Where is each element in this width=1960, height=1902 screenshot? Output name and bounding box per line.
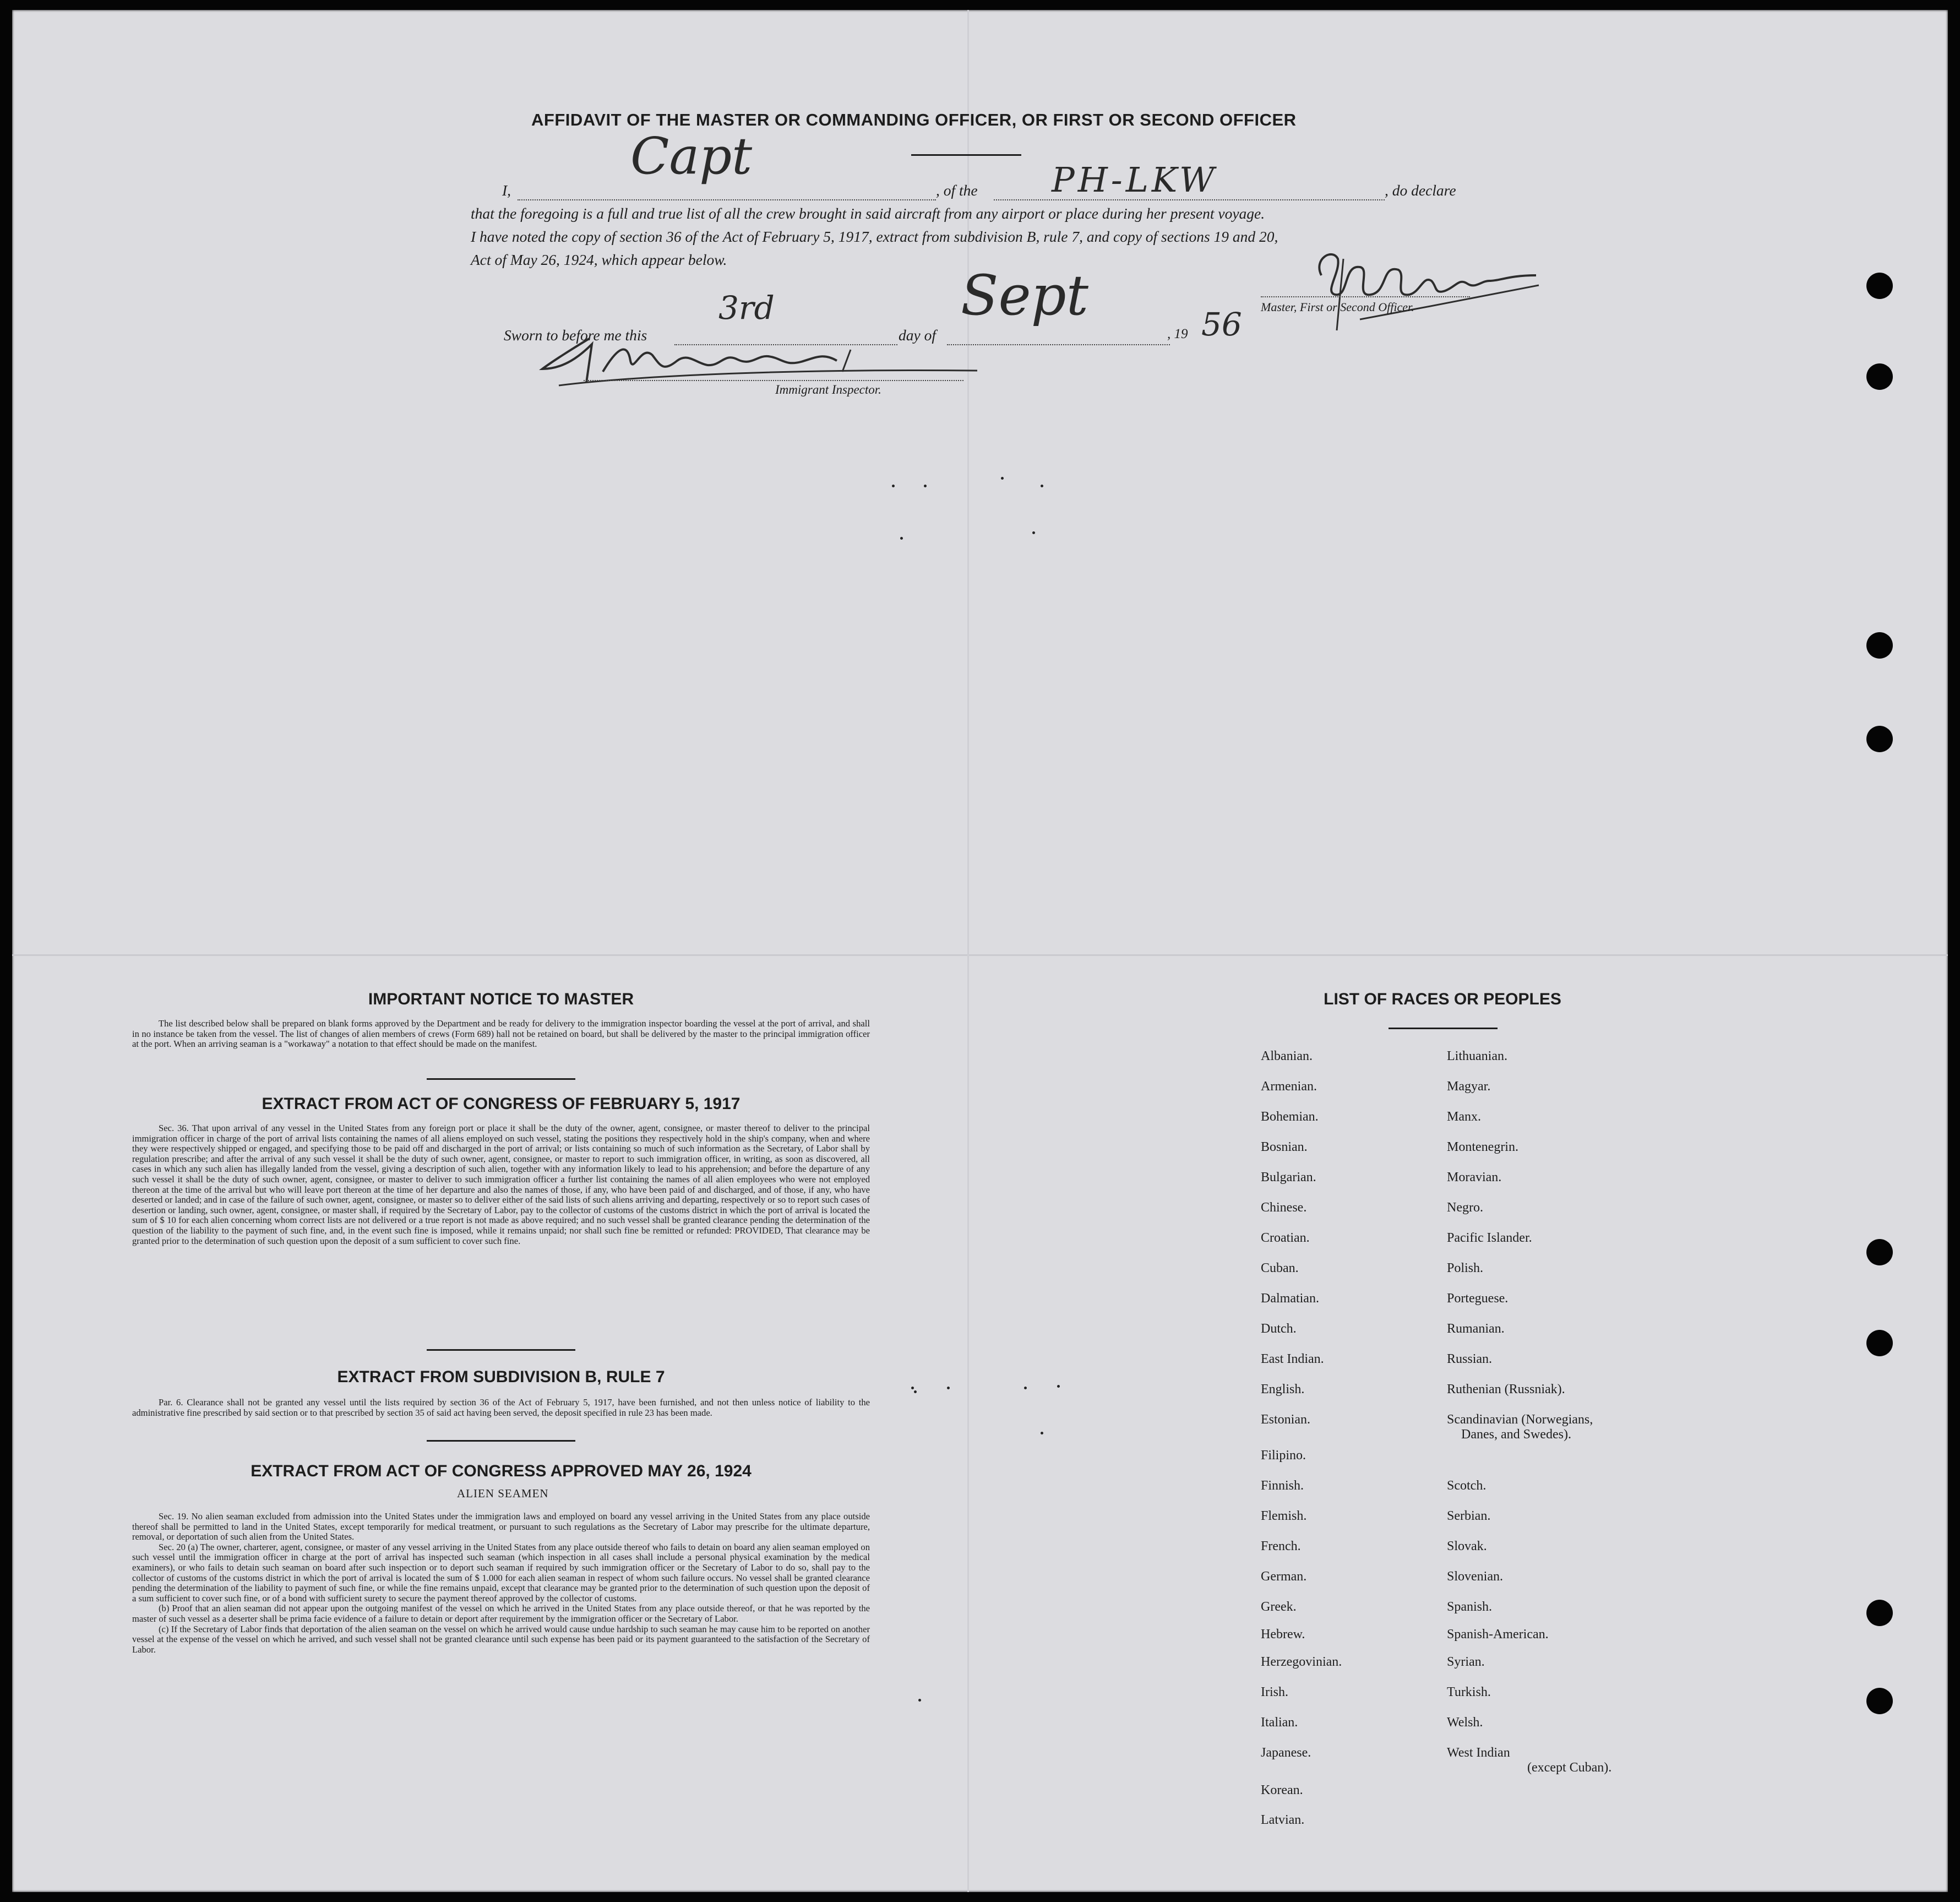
- race-item: East Indian.: [1261, 1352, 1324, 1366]
- act-1924-sec-20c: (c) If the Secretary of Labor finds that deportation of the alien seaman on the vessel on which he arrived would cause undue hardship to such seaman he may cause him to be reported on another vessel at the expense of the vessel on which he arrived, and such vessel shall not be granted clearance until such expense has been paid or its payment guaranteed to the satisfaction of the Secretary of Labor.: [132, 1623, 870, 1655]
- name-blank: [518, 199, 936, 200]
- races-title: LIST OF RACES OR PEOPLES: [1324, 990, 1561, 1008]
- stray-mark: [918, 1699, 921, 1702]
- punch-hole: [1866, 1600, 1893, 1626]
- stray-mark: [1032, 531, 1035, 534]
- race-item: Syrian.: [1447, 1655, 1485, 1669]
- race-item: English.: [1261, 1382, 1305, 1396]
- rule-7-paragraph: Par. 6. Clearance shall not be granted any vessel until the lists required by section 36 of the Act of February 5, 1917, have been furnished, and not then unless notice of liability to the administrative fine prescribed by said section or to that prescribed by section 35 of said act having been served, the deposit specified in rule 23 has been made.: [132, 1397, 870, 1418]
- stray-mark: [900, 537, 903, 540]
- sworn-text: Sworn to before me this: [504, 327, 647, 344]
- divider: [427, 1349, 575, 1351]
- race-item: Estonian.: [1261, 1412, 1310, 1427]
- race-item: Greek.: [1261, 1600, 1297, 1614]
- race-item: Spanish.: [1447, 1600, 1493, 1614]
- race-item: German.: [1261, 1569, 1307, 1584]
- race-item-continuation: Danes, and Swedes).: [1461, 1427, 1571, 1442]
- affidavit-do-declare: , do declare: [1385, 182, 1456, 199]
- divider: [1389, 1028, 1498, 1029]
- race-item: Polish.: [1447, 1261, 1484, 1275]
- act-1924-sec-19: Sec. 19. No alien seaman excluded from admission into the United States under the immigration laws and employed on board any vessel arriving in the United States from any place outside thereof shall be permitted to land in the United States, except temporarily for medical treatment, or pursuant to such regulations as the Secretary of Labor may prescribe for the ultimate departure, removal, or deportation of such alien from the United States.: [132, 1511, 870, 1542]
- act-1917-text: [132, 1123, 870, 1246]
- race-item: Lithuanian.: [1447, 1049, 1507, 1063]
- race-item: Negro.: [1447, 1200, 1483, 1215]
- punch-hole: [1866, 363, 1893, 390]
- race-item: Rumanian.: [1447, 1322, 1505, 1336]
- punch-hole: [1866, 1239, 1893, 1265]
- affidavit-line-2: that the foregoing is a full and true list of all the crew brought in said aircraft from any airport or place during her present voyage.: [471, 205, 1265, 222]
- stray-mark: [911, 1387, 914, 1389]
- inspector-caption: Immigrant Inspector.: [775, 383, 881, 396]
- race-item: Slovak.: [1447, 1539, 1487, 1553]
- race-item: Montenegrin.: [1447, 1140, 1518, 1154]
- stray-mark: [1057, 1385, 1060, 1388]
- punch-hole: [1866, 1330, 1893, 1356]
- act-1924-sec-20b: (b) Proof that an alien seaman did not appear upon the outgoing manifest of the vessel on which he arrived in the United States from any place outside thereof, or that he was reported by the master of such vessel as a deserter shall be prima facie evidence of a failure to detain or deport after requirement by the immigration officer or the Secretary of Labor.: [132, 1603, 870, 1624]
- race-item: Herzegovinian.: [1261, 1655, 1342, 1669]
- divider: [427, 1440, 575, 1442]
- punch-hole: [1866, 1688, 1893, 1714]
- act-1924-text: [132, 1512, 870, 1655]
- race-item: Croatian.: [1261, 1231, 1310, 1245]
- notice-text: [132, 1019, 870, 1050]
- master-signature: [1310, 242, 1542, 336]
- act-1917-title: EXTRACT FROM ACT OF CONGRESS OF FEBRUARY 5, 1917: [262, 1095, 741, 1113]
- stray-mark: [1024, 1387, 1027, 1389]
- affidavit-i: I,: [502, 182, 511, 199]
- stray-mark: [924, 485, 927, 487]
- race-item-continuation: (except Cuban).: [1527, 1760, 1612, 1775]
- punch-hole: [1866, 273, 1893, 299]
- master-signature-line: [1261, 296, 1470, 297]
- stray-mark: [1041, 1432, 1043, 1434]
- stray-mark: [947, 1387, 950, 1389]
- handwritten-name: Capt: [630, 127, 753, 186]
- affidavit-line-4: Act of May 26, 1924, which appear below.: [471, 251, 727, 268]
- handwritten-year: 56: [1201, 306, 1242, 343]
- race-item: Chinese.: [1261, 1200, 1307, 1215]
- race-item: Japanese.: [1261, 1746, 1311, 1760]
- race-item: West Indian (except Cuban).: [1447, 1746, 1612, 1775]
- race-item: French.: [1261, 1539, 1301, 1553]
- race-item: Welsh.: [1447, 1715, 1483, 1730]
- rule-7-title: EXTRACT FROM SUBDIVISION B, RULE 7: [337, 1368, 665, 1386]
- race-item: Cuban.: [1261, 1261, 1299, 1275]
- race-item: Spanish-American.: [1447, 1627, 1549, 1642]
- punch-hole: [1866, 726, 1893, 752]
- divider: [427, 1078, 575, 1080]
- inspector-signature: [537, 322, 988, 405]
- race-item: Latvian.: [1261, 1813, 1305, 1827]
- master-caption: Master, First or Second Officer.: [1261, 300, 1414, 314]
- year-prefix: , 19: [1167, 327, 1188, 341]
- race-item: Porteguese.: [1447, 1291, 1509, 1306]
- handwritten-month: Sept: [961, 263, 1088, 328]
- race-item: Flemish.: [1261, 1509, 1307, 1523]
- notice-paragraph: The list described below shall be prepared on blank forms approved by the Department and be ready for delivery to the immigration inspector boarding the vessel at the port of arrival, and shall in no instance be taken from the vessel. The list of changes of alien members of crews (Form 689) hall not be retained on board, but shall be delivered by the master to the principal immigration officer at the port. When an arriving seaman is a "workaway" a notation to that effect should be made on the manifest.: [132, 1018, 870, 1050]
- race-item: Filipino.: [1261, 1448, 1306, 1463]
- notice-title: IMPORTANT NOTICE TO MASTER: [368, 990, 634, 1008]
- race-item: Armenian.: [1261, 1079, 1317, 1094]
- handwritten-aircraft: PH-LKW: [1052, 160, 1218, 200]
- stray-mark: [914, 1390, 917, 1393]
- divider: [911, 154, 1021, 156]
- race-item: Scandinavian (Norwegians, Danes, and Swedes).: [1447, 1412, 1593, 1442]
- handwritten-day: 3rd: [718, 289, 775, 327]
- race-item: Slovenian.: [1447, 1569, 1503, 1584]
- punch-hole: [1866, 632, 1893, 659]
- rule-7-text: [132, 1398, 870, 1418]
- act-1924-title: EXTRACT FROM ACT OF CONGRESS APPROVED MAY 26, 1924: [251, 1462, 752, 1480]
- race-item: Serbian.: [1447, 1509, 1491, 1523]
- race-item: Hebrew.: [1261, 1627, 1305, 1642]
- race-item: Korean.: [1261, 1783, 1303, 1797]
- race-item: Ruthenian (Russniak).: [1447, 1382, 1565, 1396]
- race-item: Finnish.: [1261, 1479, 1304, 1493]
- stray-mark: [1001, 477, 1004, 480]
- affidavit-title: AFFIDAVIT OF THE MASTER OR COMMANDING OFFICER, OR FIRST OR SECOND OFFICER: [531, 110, 1297, 129]
- race-item: Russian.: [1447, 1352, 1493, 1366]
- fold-line-horizontal: [12, 954, 1948, 956]
- race-item: Scotch.: [1447, 1479, 1487, 1493]
- race-item: Bulgarian.: [1261, 1170, 1316, 1184]
- act-1917-paragraph: Sec. 36. That upon arrival of any vessel in the United States from any foreign port or place it shall be the duty of the owner, agent, consignee, or master thereof to deliver to the principal immigration officer in charge of the port of arrival lists containing the names of all aliens employed on such vessel, stating the positions they respectively hold in the ship's company, when and where they were respectively shipped or engaged, and specifying those to be paid off and discharged in the port of arrival; or lists containing so much of such information as the Secretary, of Labor shall by regulation prescribe; and after the arrival of any such vessel it shall be the duty of such owner, agent, consignee, or master to report to such immigration officer, in writing, as soon as discovered, all cases in which any such alien has illegally landed from the vessel, giving a description of such alien, together with any information likely to lead to his apprehension; and before the departure of any such vessel it shall be the duty of such owner, agent, consignee, or master to deliver to such immigration officer a further list containing the names of all alien employees who were not employed thereon at the time of the arrival but who will leave port thereon at the time of her departure and also the names of those, if any, who have been paid of and discharged, and of those, if any, who have deserted or landed; and in case of the failure of such owner, agent, consignee, or master so to deliver either of the said lists of such aliens arriving and departing, respectively or so to report such cases of desertion or landing, such owner, agent, consignee, or master shall, if required by the Secretary of Labor, pay to the collector of customs of the customs district in which the port of arrival is located the sum of $ 10 for each alien concerning whom correct lists are not delivered or a true report is not made as above required; and no such vessel shall be granted clearance pending the determination of the question of the liability to the payment of such fine, and, in the event such fine is imposed, while it remains unpaid; nor shall such fine be remitted or refunded: PROVIDED, That clearance may be granted prior to the determination of such question upon the deposit of a sum sufficient to cover such fine.: [132, 1123, 870, 1246]
- affidavit-line-3: I have noted the copy of section 36 of the Act of February 5, 1917, extract from subdivision B, rule 7, and copy of sections 19 and 20,: [471, 228, 1278, 245]
- race-item: Italian.: [1261, 1715, 1298, 1730]
- race-item: Magyar.: [1447, 1079, 1491, 1094]
- inspector-signature-line: [584, 380, 963, 381]
- race-item: Irish.: [1261, 1685, 1288, 1699]
- stray-mark: [892, 485, 895, 487]
- race-item: Moravian.: [1447, 1170, 1502, 1184]
- stray-mark: [1041, 485, 1043, 487]
- act-1924-sec-20a: Sec. 20 (a) The owner, charterer, agent, consignee, or master of any vessel arriving in the United States from any place outside thereof who fails to detain on board any alien seaman employed on such vessel until the immigration officer in charge at the port of arrival has inspected such seaman (which inspection in all cases shall include a personal physical examination by the medical examiners), or who fails to detain such seaman on board after such inspection or to deport such seaman if required by such immigration officer or the Secretary of Labor to do so, shall pay to the collector of customs of the customs district in which the port of arrival is located the sum of $ 1.000 for each alien seaman in respect of whom such failure occurs. No vessel shall be granted clearance pending the determination of the liability to payment of such fine, or while the fine remains unpaid, except that clearance may be granted prior to the determination of such question upon the deposit of a sum sufficient to cover such fine, or of a bond with sufficient surety to secure the payment thereof approved by the collector of customs.: [132, 1541, 870, 1604]
- race-item: Manx.: [1447, 1110, 1481, 1124]
- race-item: Dutch.: [1261, 1322, 1297, 1336]
- act-1924-subtitle: ALIEN SEAMEN: [457, 1487, 549, 1500]
- race-item: Pacific Islander.: [1447, 1231, 1532, 1245]
- affidavit-of-the: , of the: [936, 182, 978, 199]
- race-item: Turkish.: [1447, 1685, 1491, 1699]
- race-item: Albanian.: [1261, 1049, 1313, 1063]
- day-of-label: day of: [899, 327, 936, 344]
- race-item: Bosnian.: [1261, 1140, 1308, 1154]
- race-item: Dalmatian.: [1261, 1291, 1319, 1306]
- race-item: Bohemian.: [1261, 1110, 1319, 1124]
